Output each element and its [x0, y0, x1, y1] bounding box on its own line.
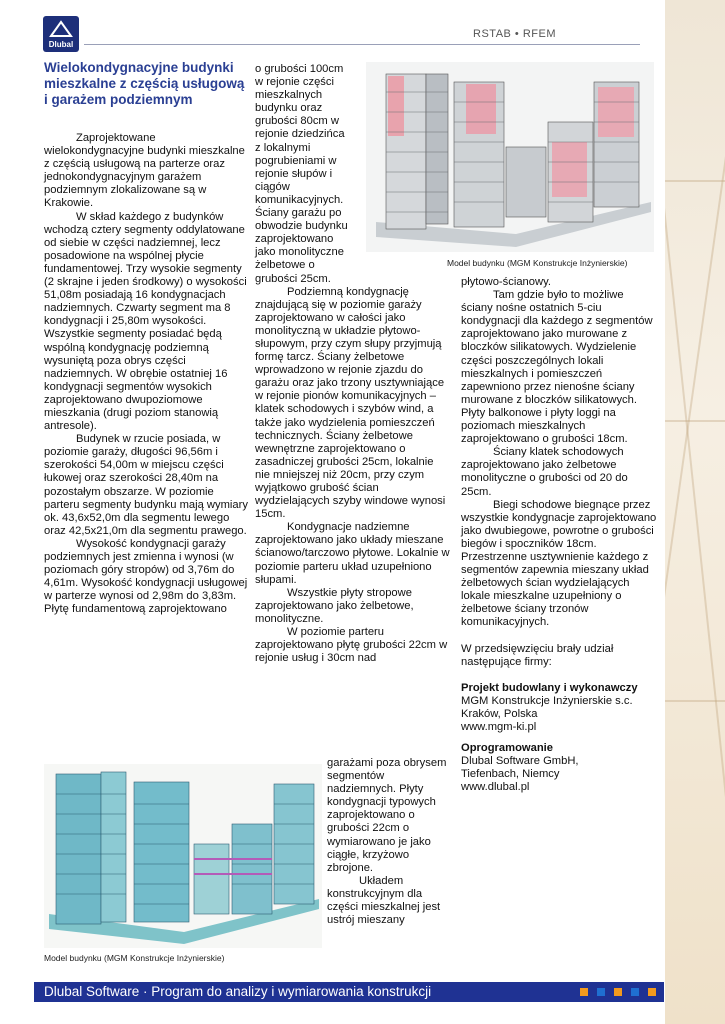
- figure-caption: Model budynku (MGM Konstrukcje Inżynierskie): [44, 953, 225, 963]
- building-model-image-bottom: [44, 764, 322, 948]
- firm-builder-line: www.mgm-ki.pl: [461, 721, 537, 733]
- paragraph: garażami poza obrysem segmentów nadziemnych. Płyty kondygnacji typowych zaprojektowano o grubości 22cm o wymiarowano je jako ciągłe, krzyżowo zbrojone.: [327, 757, 447, 874]
- paragraph: Wysokość kondygnacji garaży podziemnych jest zmienna i wynosi (w poziomach góry stropów) od 3,76m do 4,61m. Wysokość kondygnacji usługowej w parterze wynosi od 2,98m do 3,83m. Płytę fundamentową zaprojektowano: [44, 537, 248, 616]
- column-2-continued: [327, 757, 447, 927]
- paragraph: Biegi schodowe biegnące przez wszystkie kondygnacje zaprojektowano jako dwubiegowe, powrotne o grubości biegów i spoczników 18cm.: [461, 498, 657, 550]
- paragraph: Tam gdzie było to możliwe ściany nośne ostatnich 5-ciu kondygnacji dla każdego z segmentów zaprojektowano jako murowane z bloczków silikatowych. Wydzielenie części poszczególnych lokali mieszkalnych i pomieszczeń zapewniono przez nienośne ściany murowane z bloczków silikatowych. Płyty balkonowe i płyty loggi na poziomach mieszkalnych zaprojektowano o grubości 18cm.: [461, 289, 653, 446]
- paragraph: o grubości 100cm w rejonie części mieszkalnych budynku oraz grubości 80cm w rejonie dziedzińca z lokalnymi pogrubieniami w rejonie słupów i ciągów komunikacyjnych. Ściany garażu po obwodzie budynku zaprojektowano jako monolityczne żelbetowe o grubości 25cm.: [255, 63, 348, 285]
- firm-software-title: Oprogramowanie: [461, 742, 554, 755]
- paragraph: Układem konstrukcyjnym dla części mieszkalnej jest ustrój mieszany: [327, 874, 441, 927]
- footer-square: [597, 988, 605, 996]
- firm-builder-line: MGM Konstrukcje Inżynierskie s.c.: [461, 694, 633, 707]
- column-3: [461, 276, 657, 794]
- paragraph: W skład każdego z budynków wchodzą cztery segmenty oddylatowane od siebie w części nadziemnej, lecz posadowione na wspólnej płycie fundamentowej. Trzy wysokie segmenty (2 skrajne i jeden środkowy) o wysokości 51,08m posiadają 16 kondygnacjach nadziemnych. Czwarty segment ma 8 kondygnacji i 25,80m wysokości. Wszystkie segmenty posiadać będą wspólną kondygnację podziemną wysuniętą poza obrys części nadziemnych. W obrębie ostatniej 16 kondygnacji segmentów wysokich zaprojektowano dwupoziomowe mieszkania (drugi poziom stanowią antresole).: [44, 210, 247, 433]
- firm-software-line: www.dlubal.pl: [461, 781, 530, 794]
- paragraph: Wszystkie płyty stropowe zaprojektowano jako żelbetowe, monolityczne.: [255, 586, 414, 625]
- paragraph: Przestrzenne usztywnienie każdego z segmentów zapewnia mieszany układ żelbetowych ścian wydzielających lokale mieszkalne uzupełniony o żelbetowe ściany trzonów komunikacyjnych.: [461, 550, 649, 629]
- paragraph: Zaprojektowane wielokondygnacyjne budynki mieszkalne z częścią usługową na parterze oraz jednokondygnacyjnym garażem podziemnym zlokalizowane są w Krakowie.: [44, 132, 245, 210]
- paragraph: płytowo-ścianowy.: [461, 276, 551, 288]
- paragraph: W przedsięwzięciu brały udział następujące firmy:: [461, 642, 614, 668]
- paragraph: Budynek w rzucie posiada, w poziomie garaży, długości 96,56m i szerokości 54,00m w miejscu części łukowej oraz szerokości 28,40m na pozostałym obszarze. W poziomie parteru segmenty budynku mają wymiary ok. 43,6x52,0m dla segmentu lewego oraz 42,5x21,0m dla segmentu prawego.: [44, 433, 248, 537]
- firm-software-line: Dlubal Software GmbH,: [461, 755, 579, 768]
- column-1: [44, 132, 248, 616]
- logo-text: Dlubal: [48, 40, 74, 49]
- firm-builder-line: Kraków, Polska: [461, 707, 538, 720]
- footer-square: [648, 988, 656, 996]
- paragraph: Ściany klatek schodowych zaprojektowano jako żelbetowe monolityczne o grubości od 20 do 25cm.: [461, 446, 628, 498]
- dlubal-logo: [43, 16, 79, 52]
- decorative-side-strip: [665, 0, 725, 1024]
- paragraph: Kondygnacje nadziemne zaprojektowano jako układy mieszane ścianowo/tarczowo płytowe. Lokalnie w poziomie parteru układ uzupełniono słupami.: [255, 521, 450, 586]
- firm-software-line: Tiefenbach, Niemcy: [461, 768, 560, 781]
- article-title: Wielokondygnacyjne budynki mieszkalne z częścią usługową i garażem podziemnym: [44, 60, 245, 107]
- footer-squares: [580, 988, 656, 996]
- paragraph: W poziomie parteru zaprojektowano płytę grubości 22cm w rejonie usług i 30cm nad: [255, 626, 448, 665]
- firm-builder-title: Projekt budowlany i wykonawczy: [461, 681, 638, 694]
- header-tag: RSTAB • RFEM: [473, 28, 556, 40]
- footer-square: [631, 988, 639, 996]
- footer-text: Dlubal Software · Program do analizy i wymiarowania konstrukcji: [44, 984, 432, 999]
- footer-square: [580, 988, 588, 996]
- footer-square: [614, 988, 622, 996]
- header-rule: [84, 44, 640, 45]
- building-model-image-top: [366, 62, 654, 252]
- paragraph: Podziemną kondygnację znajdującą się w poziomie garaży zaprojektowano w całości jako monolityczną w układzie płytowo-słupowym, przy czym słupy przyjmują formę tarcz. Ściany żelbetowe wprowadzono w rejonie zjazdu do garażu oraz jako trzony usztywniające w rejonie pionów komunikacyjnych – klatek schodowych i szybów wind, a także jako wydzielenia pomieszczeń technicznych. Ściany żelbetowe wewnętrzne zaprojektowano o zasadniczej grubości 25cm, lokalnie nie mniejszej niż 20cm, przy czym wyjątkowo grubość ścian wydzielających szyby windowe wynosi 15cm.: [255, 285, 446, 521]
- figure-caption: Model budynku (MGM Konstrukcje Inżynierskie): [447, 258, 628, 268]
- footer-bar: [34, 982, 664, 1002]
